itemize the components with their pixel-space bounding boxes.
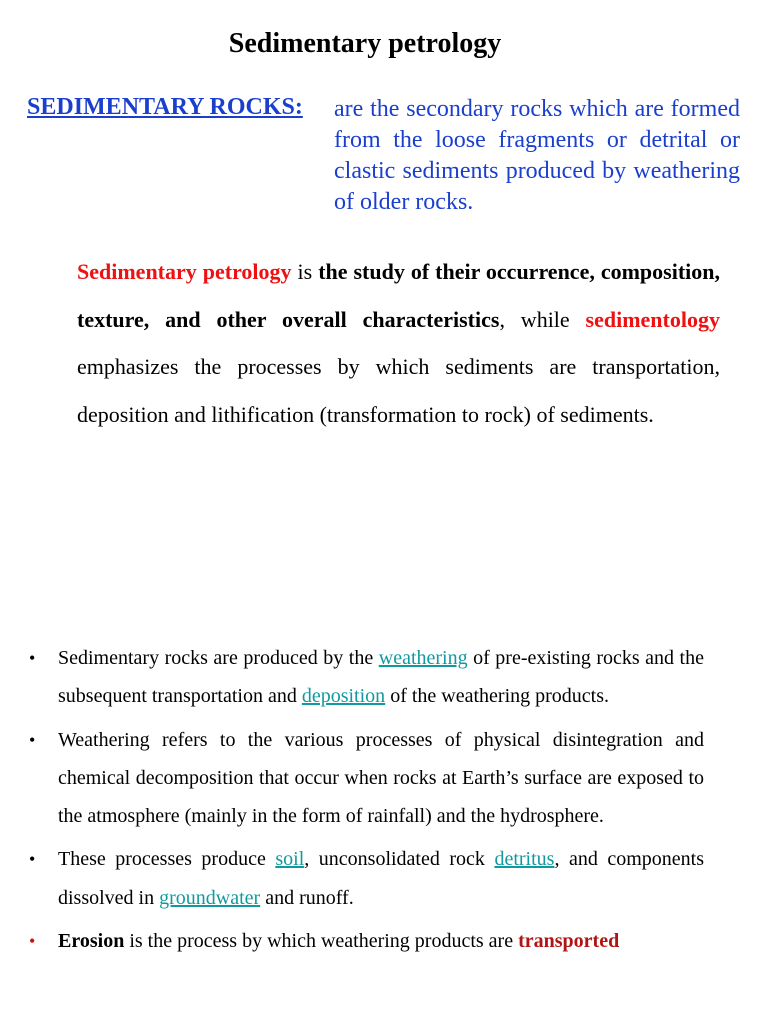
list-item xyxy=(29,840,704,917)
bullet-icon: • xyxy=(29,729,36,750)
bullet-text: Sedimentary rocks are produced by the xyxy=(58,647,379,669)
bullet-icon: • xyxy=(29,931,36,952)
bullet-text: of pre-existing rocks and the subsequent transportation and xyxy=(58,647,704,708)
bullet-text: , and components dissolved in xyxy=(58,848,704,909)
deposition-link[interactable]: deposition xyxy=(301,685,386,708)
bullet-list xyxy=(0,639,768,965)
bullet-icon: • xyxy=(29,648,36,668)
transported-highlight: transported xyxy=(518,930,620,953)
list-item xyxy=(29,922,704,960)
paragraph-text: emphasizes the processes by which sediments are transportation, deposition and lithification (transformation to rock) of sediments. xyxy=(77,354,720,427)
petrology-paragraph xyxy=(77,248,720,438)
bullet-text: These processes produce xyxy=(58,848,276,871)
definition-text: are the secondary rocks which are formed from the loose fragments or detrital or clastic sediments produced by weathering of older rocks. xyxy=(334,96,740,215)
bullet-text: of the weathering products. xyxy=(385,685,610,708)
paragraph-text: , while xyxy=(499,306,586,332)
term-sedimentary-petrology: Sedimentary petrology xyxy=(77,259,292,284)
term-sedimentology: sedimentology xyxy=(585,306,720,332)
bullet-text: , unconsolidated rock xyxy=(304,848,495,871)
paragraph-bold-text: the study of their occurrence, composition, texture, and other overall characteristics xyxy=(77,259,720,332)
list-item xyxy=(29,639,704,716)
definition-term: SEDIMENTARY ROCKS: xyxy=(27,94,303,120)
groundwater-link[interactable]: groundwater xyxy=(159,886,261,909)
paragraph-text: is xyxy=(291,259,319,284)
page-title: Sedimentary petrology xyxy=(228,28,502,59)
bullet-icon: • xyxy=(29,849,36,870)
bullet-text: Weathering refers to the various processes of physical disintegration and chemical decomposition that occur when rocks at Earth’s surface are exposed to the atmosphere (mainly in the form of rainfall) and the hydrosphere. xyxy=(58,728,704,828)
list-item xyxy=(29,721,704,836)
erosion-term: Erosion xyxy=(58,930,125,953)
soil-link[interactable]: soil xyxy=(275,848,305,871)
weathering-link[interactable]: weathering xyxy=(378,647,468,669)
bullet-text: is the process by which weathering products are xyxy=(124,930,519,953)
detritus-link[interactable]: detritus xyxy=(494,848,555,871)
bullet-text: and runoff. xyxy=(260,886,354,909)
